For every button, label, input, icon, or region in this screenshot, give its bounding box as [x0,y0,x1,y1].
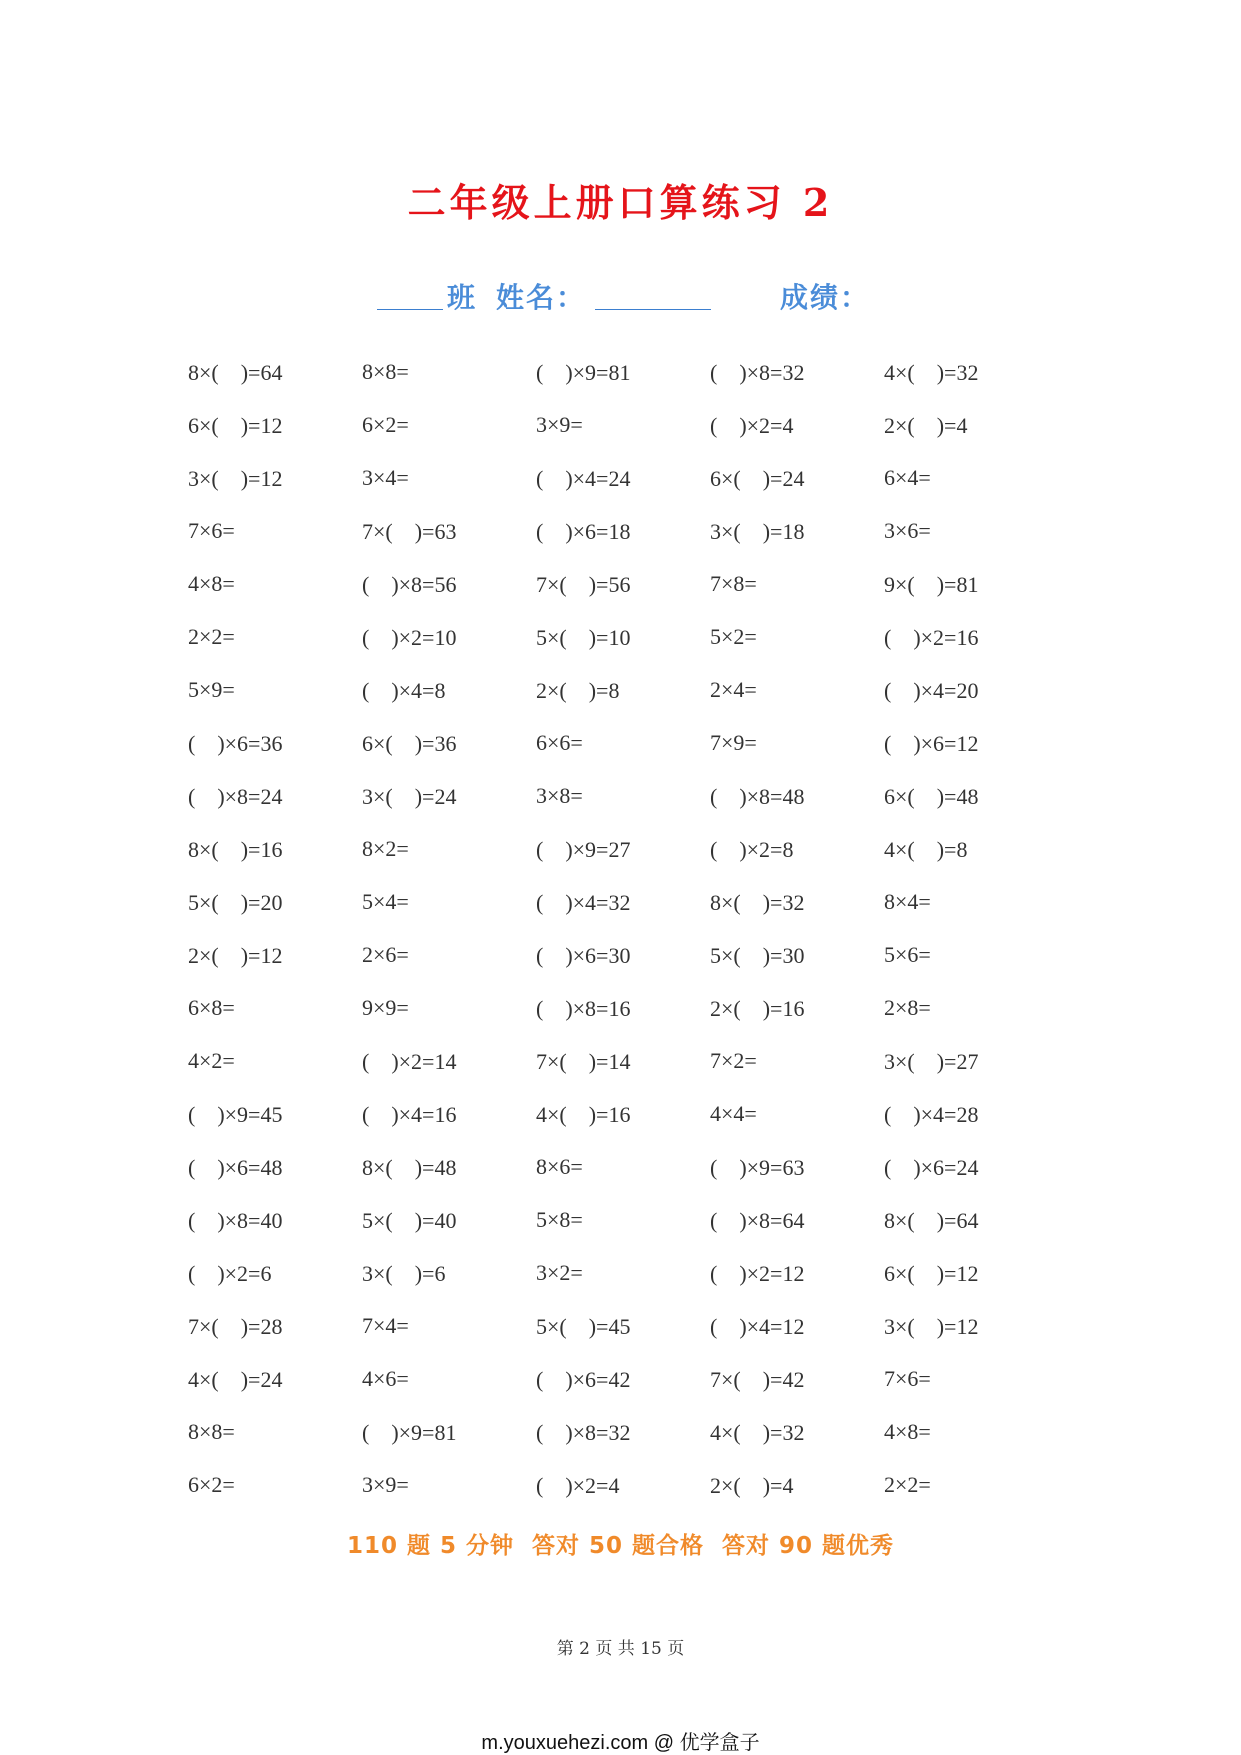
problem-item: ( )×4=16 [362,1102,457,1127]
problem-item: 4×( )=24 [188,1367,283,1392]
problem-item: ( )×4=28 [884,1102,979,1127]
problem-row [188,1140,1068,1193]
problem-item: 2×( )=12 [188,943,283,968]
name-blank[interactable] [595,309,711,310]
problem-item: 6×6= [536,729,583,755]
problem-item: 2×8= [884,994,931,1020]
problem-item: ( )×8=32 [710,360,805,385]
problem-item: 8×( )=16 [188,837,283,862]
problem-row [188,769,1068,822]
problem-row [188,610,1068,663]
problem-item: 9×9= [362,994,409,1020]
problem-row [188,928,1068,981]
problem-item: 4×( )=32 [884,360,979,385]
class-blank[interactable] [377,309,443,310]
problem-row [188,504,1068,557]
problem-item: 7×( )=42 [710,1367,805,1392]
problem-item: ( )×2=8 [710,837,794,862]
problem-item: 2×( )=16 [710,996,805,1021]
problem-item: ( )×2=14 [362,1049,457,1074]
problem-item: ( )×2=6 [188,1261,272,1286]
problem-item: ( )×4=12 [710,1314,805,1339]
problem-row [188,1405,1068,1458]
problem-item: 7×2= [710,1047,757,1073]
problem-row [188,1193,1068,1246]
class-label: 班 [447,281,478,314]
problem-item: 6×2= [362,411,409,437]
problem-item: 8×( )=32 [710,890,805,915]
problem-item: ( )×9=63 [710,1155,805,1180]
problem-item: 8×6= [536,1153,583,1179]
problem-item: 8×8= [362,358,409,384]
problem-item: ( )×4=20 [884,678,979,703]
problem-item: ( )×8=16 [536,996,631,1021]
problem-item: 8×8= [188,1418,235,1444]
problem-item: 6×8= [188,994,235,1020]
problem-row [188,398,1068,451]
problem-item: 7×( )=14 [536,1049,631,1074]
problem-item: ( )×2=4 [710,413,794,438]
problem-item: 3×9= [362,1471,409,1497]
problem-item: 4×( )=8 [884,837,968,862]
problem-item: 7×( )=28 [188,1314,283,1339]
problem-item: 5×9= [188,676,235,702]
problem-item: 3×( )=6 [362,1261,446,1286]
problem-item: ( )×8=48 [710,784,805,809]
problem-item: ( )×6=42 [536,1367,631,1392]
name-label: 姓名： [496,281,587,314]
problem-item: 3×2= [536,1259,583,1285]
problem-item: ( )×6=48 [188,1155,283,1180]
problem-row [188,1352,1068,1405]
problem-item: 6×( )=48 [884,784,979,809]
problem-item: 2×( )=4 [710,1473,794,1498]
problem-item: 5×2= [710,623,757,649]
problem-item: 7×6= [884,1365,931,1391]
problem-item: 2×6= [362,941,409,967]
problem-item: 5×( )=40 [362,1208,457,1233]
problem-row [188,875,1068,928]
problem-item: 6×4= [884,464,931,490]
problem-item: 8×( )=64 [884,1208,979,1233]
problem-item: 7×4= [362,1312,409,1338]
problem-row [188,981,1068,1034]
problem-item: ( )×6=12 [884,731,979,756]
problem-item: ( )×8=64 [710,1208,805,1233]
problem-item: 4×8= [188,570,235,596]
problem-row [188,557,1068,610]
problem-item: 4×6= [362,1365,409,1391]
problem-item: 3×9= [536,411,583,437]
problem-item: 8×( )=48 [362,1155,457,1180]
problem-item: 5×( )=20 [188,890,283,915]
problem-row [188,1458,1068,1511]
problem-item: 3×( )=24 [362,784,457,809]
problem-item: 7×( )=63 [362,519,457,544]
problem-item: 2×( )=4 [884,413,968,438]
problem-item: 6×( )=12 [188,413,283,438]
problem-item: ( )×2=10 [362,625,457,650]
problem-item: 3×( )=12 [884,1314,979,1339]
problem-item: ( )×2=16 [884,625,979,650]
problem-item: 2×4= [710,676,757,702]
problem-item: 5×6= [884,941,931,967]
problem-item: ( )×4=32 [536,890,631,915]
problem-item: ( )×4=8 [362,678,446,703]
problem-item: 8×( )=64 [188,360,283,385]
problem-row [188,716,1068,769]
problem-item: 8×4= [884,888,931,914]
score-label: 成绩： [780,281,871,314]
problem-item: 2×( )=8 [536,678,620,703]
problem-item: ( )×8=32 [536,1420,631,1445]
problem-row [188,345,1068,398]
problem-item: 5×( )=30 [710,943,805,968]
problem-item: 6×( )=36 [362,731,457,756]
problem-item: 4×( )=32 [710,1420,805,1445]
problem-item: ( )×4=24 [536,466,631,491]
problem-item: 7×9= [710,729,757,755]
problem-item: 5×4= [362,888,409,914]
problem-item: ( )×8=24 [188,784,283,809]
page-indicator: 第 2 页 共 15 页 [556,1639,685,1659]
problem-item: ( )×2=12 [710,1261,805,1286]
problem-row [188,1087,1068,1140]
problem-item: 5×8= [536,1206,583,1232]
problem-item: 9×( )=81 [884,572,979,597]
problem-item: 7×( )=56 [536,572,631,597]
site-footer: m.youxuehezi.com @ 优学盒子 [481,1732,760,1754]
problem-item: 3×( )=27 [884,1049,979,1074]
problem-grid [188,345,1068,1511]
problem-item: ( )×6=18 [536,519,631,544]
scoring-note: 110 题 5 分钟 答对 50 题合格 答对 90 题优秀 [346,1533,895,1559]
problem-item: ( )×9=81 [536,360,631,385]
problem-item: ( )×9=81 [362,1420,457,1445]
problem-item: 3×( )=12 [188,466,283,491]
problem-item: 2×2= [188,623,235,649]
problem-item: ( )×8=40 [188,1208,283,1233]
problem-item: 5×( )=10 [536,625,631,650]
problem-item: 6×2= [188,1471,235,1497]
problem-row [188,822,1068,875]
problem-item: 7×6= [188,517,235,543]
problem-item: ( )×6=24 [884,1155,979,1180]
problem-item: 3×( )=18 [710,519,805,544]
problem-item: 4×2= [188,1047,235,1073]
problem-item: ( )×9=27 [536,837,631,862]
problem-item: ( )×9=45 [188,1102,283,1127]
problem-item: 4×8= [884,1418,931,1444]
problem-row [188,1246,1068,1299]
problem-item: 6×( )=24 [710,466,805,491]
problem-item: ( )×8=56 [362,572,457,597]
problem-item: 5×( )=45 [536,1314,631,1339]
problem-item: 8×2= [362,835,409,861]
problem-row [188,1299,1068,1352]
problem-item: 3×8= [536,782,583,808]
problem-item: 4×( )=16 [536,1102,631,1127]
problem-item: 3×6= [884,517,931,543]
problem-item: 7×8= [710,570,757,596]
problem-row [188,451,1068,504]
problem-item: 6×( )=12 [884,1261,979,1286]
problem-row [188,663,1068,716]
problem-item: 4×4= [710,1100,757,1126]
worksheet-title: 二年级上册口算练习 2 [407,180,834,225]
problem-item: 3×4= [362,464,409,490]
problem-item: ( )×6=36 [188,731,283,756]
problem-item: ( )×6=30 [536,943,631,968]
problem-row [188,1034,1068,1087]
problem-item: 2×2= [884,1471,931,1497]
student-info-row [0,276,1241,320]
problem-item: ( )×2=4 [536,1473,620,1498]
